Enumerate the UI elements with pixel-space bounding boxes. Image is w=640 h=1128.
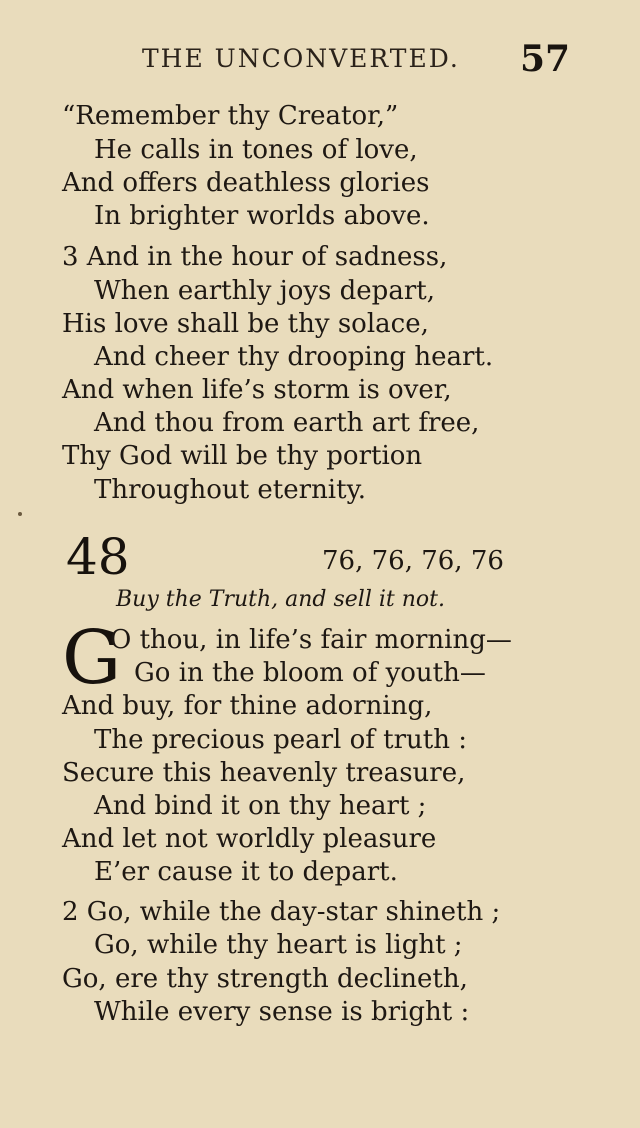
drop-cap: G bbox=[62, 615, 122, 701]
verse-line: His love shall be thy solace, bbox=[62, 309, 429, 339]
verse-line: While every sense is bright : bbox=[94, 997, 470, 1027]
verse-line: And thou from earth art free, bbox=[94, 408, 480, 438]
verse-line: Throughout eternity. bbox=[94, 475, 367, 505]
verse-line: And bind it on thy heart ; bbox=[94, 791, 427, 821]
hymn-number: 48 bbox=[66, 528, 130, 586]
verse-line: And offers deathless glories bbox=[62, 168, 430, 198]
paper-speck bbox=[18, 512, 22, 516]
verse-line: And let not worldly pleasure bbox=[62, 824, 437, 854]
verse-line: And when life’s storm is over, bbox=[62, 375, 452, 405]
verse-line: E’er cause it to depart. bbox=[94, 857, 398, 887]
verse-line: 2 Go, while the day-star shineth ; bbox=[62, 897, 501, 927]
verse-line: “Remember thy Creator,” bbox=[62, 101, 399, 131]
verse-line: Go, while thy heart is light ; bbox=[94, 930, 463, 960]
verse-line: When earthly joys depart, bbox=[94, 276, 435, 306]
verse-line: And cheer thy drooping heart. bbox=[94, 342, 494, 372]
hymn-subtitle: Buy the Truth, and sell it not. bbox=[116, 587, 445, 612]
verse-line: He calls in tones of love, bbox=[94, 135, 418, 165]
verse-line: The precious pearl of truth : bbox=[94, 725, 468, 755]
running-header: THE UNCONVERTED. bbox=[142, 44, 460, 73]
verse-line: Thy God will be thy portion bbox=[62, 441, 423, 471]
verse-line: In brighter worlds above. bbox=[94, 201, 430, 231]
verse-line: 3 And in the hour of sadness, bbox=[62, 242, 448, 272]
verse-line: Go, ere thy strength declineth, bbox=[62, 964, 468, 994]
verse-line: O thou, in life’s fair morning— bbox=[110, 625, 512, 655]
verse-line: And buy, for thine adorning, bbox=[62, 691, 433, 721]
page-number: 57 bbox=[520, 38, 571, 80]
verse-line: Go in the bloom of youth— bbox=[134, 658, 486, 688]
verse-line: Secure this heavenly treasure, bbox=[62, 758, 466, 788]
hymn-meter: 76, 76, 76, 76 bbox=[322, 546, 504, 576]
